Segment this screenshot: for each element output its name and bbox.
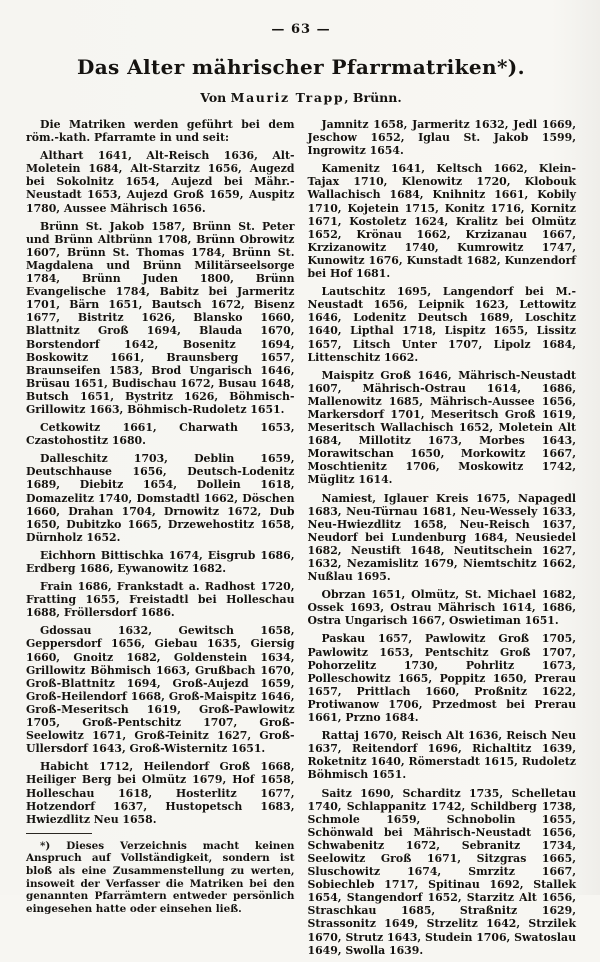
- footnote-text: Dieses Verzeichnis macht keinen Anspruch auf Vollständigkeit, sondern ist bloß als eine Zusammenstellung zu werten, insoweit der Verfasser die Matriken bei den genannten Pfarrämtern entweder persönlich eingesehen hatte oder einsehen ließ.: [26, 839, 295, 915]
- paragraph: Althart 1641, Alt-Reisch 1636, Alt-Moletein 1684, Alt-Starzitz 1656, Augezd bei Sokolnitz 1654, Aujezd bei Mähr.-Neustadt 1653, Aujezd Groß 1659, Auspitz 1780, Aussee Mährisch 1656.: [26, 149, 295, 215]
- paragraph: Paskau 1657, Pawlowitz Groß 1705, Pawlowitz 1653, Pentschitz Groß 1707, Pohorzelitz 1730, Pohrlitz 1673, Polleschowitz 1665, Poppitz 1650, Prerau 1657, Prittlach 1660, Proßnitz 1622, Protiwanow 1706, Przedmost bei Prerau 1661, Przno 1684.: [307, 632, 576, 725]
- byline-suffix: , Brünn.: [344, 90, 402, 105]
- paragraph: Frain 1686, Frankstadt a. Radhost 1720, Fratting 1655, Freistadtl bei Holleschau 1688, Fröllersdorf 1686.: [26, 580, 295, 620]
- author-name: Mauriz Trapp: [230, 90, 345, 105]
- paragraph: Gdossau 1632, Gewitsch 1658, Geppersdorf 1656, Giebau 1635, Giersig 1660, Gnoitz 1682, Goldenstein 1634, Grillowitz Böhmisch 1663, Grußbach 1670, Groß-Blattnitz 1694, Groß-Aujezd 1659, Groß-Heilendorf 1668, Groß-Maispitz 1646, Groß-Meseritsch 1619, Groß-Pawlowitz 1705, Groß-Pentschitz 1707, Groß-Seelowitz 1671, Groß-Teinitz 1627, Groß-Ullersdorf 1643, Groß-Wisternitz 1651.: [26, 624, 295, 756]
- paragraph: Brünn St. Jakob 1587, Brünn St. Peter und Brünn Altbrünn 1708, Brünn Obrowitz 1607, Brünn St. Thomas 1784, Brünn St. Magdalena und Brünn Militärseelsorge 1784, Brünn Juden 1800, Brünn Evangelische 1784, Babitz bei Jarmeritz 1701, Bärn 1651, Bautsch 1672, Bisenz 1677, Bistritz 1626, Blansko 1660, Blattnitz Groß 1694, Blauda 1670, Borstendorf 1642, Bosenitz 1694, Boskowitz 1661, Braunsberg 1657, Braunseifen 1583, Brod Ungarisch 1646, Brüsau 1651, Budischau 1672, Busau 1648, Butsch 1651, Bystritz 1626, Böhmisch-Grillowitz 1663, Böhmisch-Rudoletz 1651.: [26, 219, 295, 416]
- paragraph: Rattaj 1670, Reisch Alt 1636, Reisch Neu 1637, Reitendorf 1696, Richaltitz 1639, Roketnitz 1640, Römerstadt 1615, Rudoletz Böhmisch 1651.: [307, 729, 576, 782]
- two-column-text-block: [26, 118, 576, 962]
- right-column-paragraphs: [308, 118, 577, 957]
- article-title: Das Alter mährischer Pfarrmatriken*).: [76, 55, 526, 79]
- footnote-separator: [26, 833, 92, 834]
- paragraph: Maispitz Groß 1646, Mährisch-Neustadt 1607, Mährisch-Ostrau 1614, 1686, Mallenowitz 1685, Mährisch-Aussee 1656, Markersdorf 1701, Meseritsch Groß 1619, Meseritsch Wallachisch 1652, Moletein Alt 1684, Millotitz 1673, Morbes 1643, Morawitschan 1650, Morkowitz 1667, Moschtienitz 1706, Moskowitz 1742, Müglitz 1614.: [307, 368, 576, 487]
- paragraph: Habicht 1712, Heilendorf Groß 1668, Heiliger Berg bei Olmütz 1679, Hof 1658, Holleschau 1618, Hosterlitz 1677, Hotzendorf 1637, Hustopetsch 1683, Hwiezdlitz Neu 1658.: [26, 760, 295, 826]
- paragraph: Cetkowitz 1661, Charwath 1653, Czastohostitz 1680.: [26, 421, 295, 448]
- right-column: [308, 118, 577, 962]
- footnote-marker: *): [40, 839, 51, 852]
- paragraph: Eichhorn Bittischka 1674, Eisgrub 1686, Erdberg 1686, Eywanowitz 1682.: [26, 548, 295, 575]
- paragraph: Namiest, Iglauer Kreis 1675, Napagedl 1683, Neu-Türnau 1681, Neu-Wessely 1633, Neu-Hwiezdlitz 1658, Neu-Reisch 1637, Neudorf bei Lundenburg 1684, Neusiedel 1682, Neustift 1648, Neutitschein 1627, 1632, Nezamislitz 1679, Niemtschitz 1662, Nußlau 1695.: [307, 491, 576, 584]
- paragraph: Kamenitz 1641, Keltsch 1662, Klein-Tajax 1710, Klenowitz 1720, Klobouk Wallachisch 1684, Knihnitz 1661, Kobily 1710, Kojetein 1715, Konitz 1716, Kornitz 1671, Kostoletz 1624, Kralitz bei Olmütz 1652, Krönau 1662, Krzizanau 1667, Krzizanowitz 1740, Kumrowitz 1747, Kunowitz 1676, Kunstadt 1682, Kunzendorf bei Hof 1681.: [307, 162, 576, 281]
- paragraph: Lautschitz 1695, Langendorf bei M.-Neustadt 1656, Leipnik 1623, Lettowitz 1646, Lodenitz Deutsch 1689, Loschitz 1640, Lipthal 1718, Lispitz 1655, Lissitz 1657, Litsch Unter 1707, Lipolz 1684, Littenschitz 1662.: [307, 285, 576, 364]
- paragraph: Die Matriken werden geführt bei dem röm.-kath. Pfarramte in und seit:: [26, 118, 295, 145]
- left-column-paragraphs: [26, 118, 295, 826]
- footnote: [26, 840, 295, 916]
- paragraph: Jamnitz 1658, Jarmeritz 1632, Jedl 1669, Jeschow 1652, Iglau St. Jakob 1599, Ingrowitz 1654.: [307, 118, 576, 158]
- paragraph: Obrzan 1651, Olmütz, St. Michael 1682, Ossek 1693, Ostrau Mährisch 1614, 1686, Ostra Ungarisch 1667, Oswietiman 1651.: [307, 588, 576, 628]
- page-number: — 63 —: [271, 22, 331, 37]
- left-column: [26, 118, 295, 962]
- paragraph: Dalleschitz 1703, Deblin 1659, Deutschhause 1656, Deutsch-Lodenitz 1689, Diebitz 1654, Dollein 1618, Domazelitz 1740, Domstadtl 1662, Döschen 1660, Drahan 1704, Drnowitz 1672, Dub 1650, Dubitzko 1665, Drzewehostitz 1658, Dürnholz 1652.: [26, 452, 295, 544]
- byline: [26, 90, 576, 105]
- byline-prefix: Von: [200, 90, 231, 105]
- paragraph: Saitz 1690, Scharditz 1735, Schelletau 1740, Schlappanitz 1742, Schildberg 1738, Schmole 1659, Schnobolin 1655, Schönwald bei Mährisch-Neustadt 1656, Schwabenitz 1672, Sebranitz 1734, Seelowitz Groß 1671, Sitzgras 1665, Sluschowitz 1674, Smrzitz 1667, Sobiechleb 1717, Spitinau 1692, Stallek 1654, Stangendorf 1652, Starzitz Alt 1656, Straschkau 1685, Straßnitz 1629, Strassonitz 1649, Strzelitz 1642, Strzilek 1670, Strutz 1643, Studein 1706, Swatoslau 1649, Swolla 1639.: [307, 786, 576, 957]
